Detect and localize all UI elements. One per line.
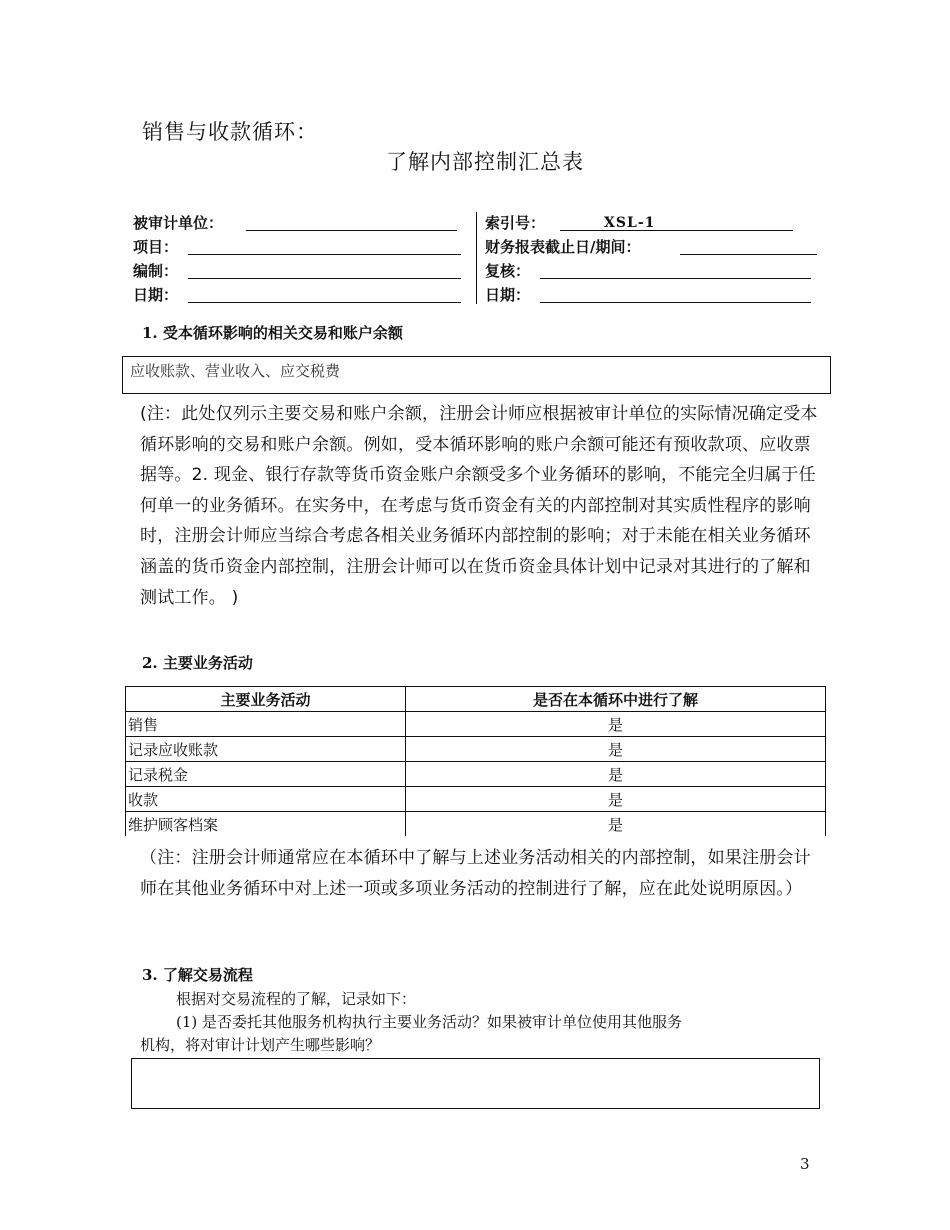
understood-cell[interactable]: 是: [406, 812, 826, 837]
date-label-left: 日期：: [133, 286, 179, 304]
index-field[interactable]: [560, 230, 793, 231]
section2-title: 2. 主要业务活动: [142, 654, 253, 672]
understood-cell[interactable]: 是: [406, 712, 826, 737]
activity-cell: 记录税金: [126, 762, 406, 787]
project-field[interactable]: [188, 254, 461, 255]
section3-title: 3. 了解交易流程: [142, 966, 253, 984]
reviewed-by-label: 复核：: [485, 262, 531, 280]
date-label-right: 日期：: [485, 286, 531, 304]
answer1-box[interactable]: [131, 1058, 820, 1109]
section1-note: (注：此处仅列示主要交易和账户余额，注册会计师应根据被审计单位的实际情况确定受本循环影响的交易和账户余额。例如，受本循环影响的账户余额可能还有预收款项、应收票据等。2. 现金、银行存款等货币资金账户余额受多个业务循环的影响，不能完全归属于任何单一的业务循环。在实务中，在考虑与货币资金有关的内部控制对其实质性程序的影响时，注册会计师应当综合考虑各相关业务循环内部控制的影响；对于未能在相关业务循环涵盖的货币资金内部控制，注册会计师可以在货币资金具体计划中记录对其进行的了解和测试工作。 ): [140, 404, 818, 608]
question1-line2: 机构，将对审计计划产生哪些影响？: [140, 1036, 381, 1054]
period-label: 财务报表截止日/期间：: [485, 238, 641, 256]
activities-table: [125, 686, 826, 836]
reviewed-by-field[interactable]: [540, 278, 811, 279]
auditee-label: 被审计单位：: [133, 214, 224, 232]
cycle-title: 销售与收款循环：: [142, 120, 318, 144]
table-header-understood: 是否在本循环中进行了解: [406, 687, 826, 712]
table-row: [126, 762, 826, 787]
understood-cell[interactable]: 是: [406, 762, 826, 787]
section3-intro: 根据对交易流程的了解，记录如下：: [176, 990, 417, 1008]
section2-note: （注：注册会计师通常应在本循环中了解与上述业务活动相关的内部控制，如果注册会计师在其他业务循环中对上述一项或多项业务活动的控制进行了解，应在此处说明原因。）: [140, 848, 811, 899]
date-field-right[interactable]: [540, 302, 811, 303]
date-field-left[interactable]: [188, 302, 461, 303]
prepared-by-field[interactable]: [188, 278, 461, 279]
page-number: 3: [800, 1155, 810, 1173]
understood-cell[interactable]: 是: [406, 787, 826, 812]
table-header-activity: 主要业务活动: [126, 687, 406, 712]
period-field[interactable]: [680, 254, 817, 255]
table-row: [126, 712, 826, 737]
activity-cell: 收款: [126, 787, 406, 812]
accounts-text: 应收账款、营业收入、应交税费: [130, 362, 341, 380]
activity-cell: 销售: [126, 712, 406, 737]
prepared-by-label: 编制：: [133, 262, 179, 280]
question1-line1: (1) 是否委托其他服务机构执行主要业务活动？如果被审计单位使用其他服务: [176, 1013, 683, 1031]
document-title: 了解内部控制汇总表: [386, 150, 584, 174]
activity-cell: 记录应收账款: [126, 737, 406, 762]
table-row: [126, 787, 826, 812]
meta-column-divider: [476, 212, 477, 304]
index-value: XSL-1: [604, 215, 656, 231]
activity-cell: 维护顾客档案: [126, 812, 406, 837]
auditee-field[interactable]: [246, 230, 457, 231]
index-label: 索引号：: [485, 214, 546, 232]
table-row: [126, 737, 826, 762]
table-row: [126, 812, 826, 837]
project-label: 项目：: [133, 238, 179, 256]
section1-title: 1. 受本循环影响的相关交易和账户余额: [142, 324, 403, 342]
understood-cell[interactable]: 是: [406, 737, 826, 762]
